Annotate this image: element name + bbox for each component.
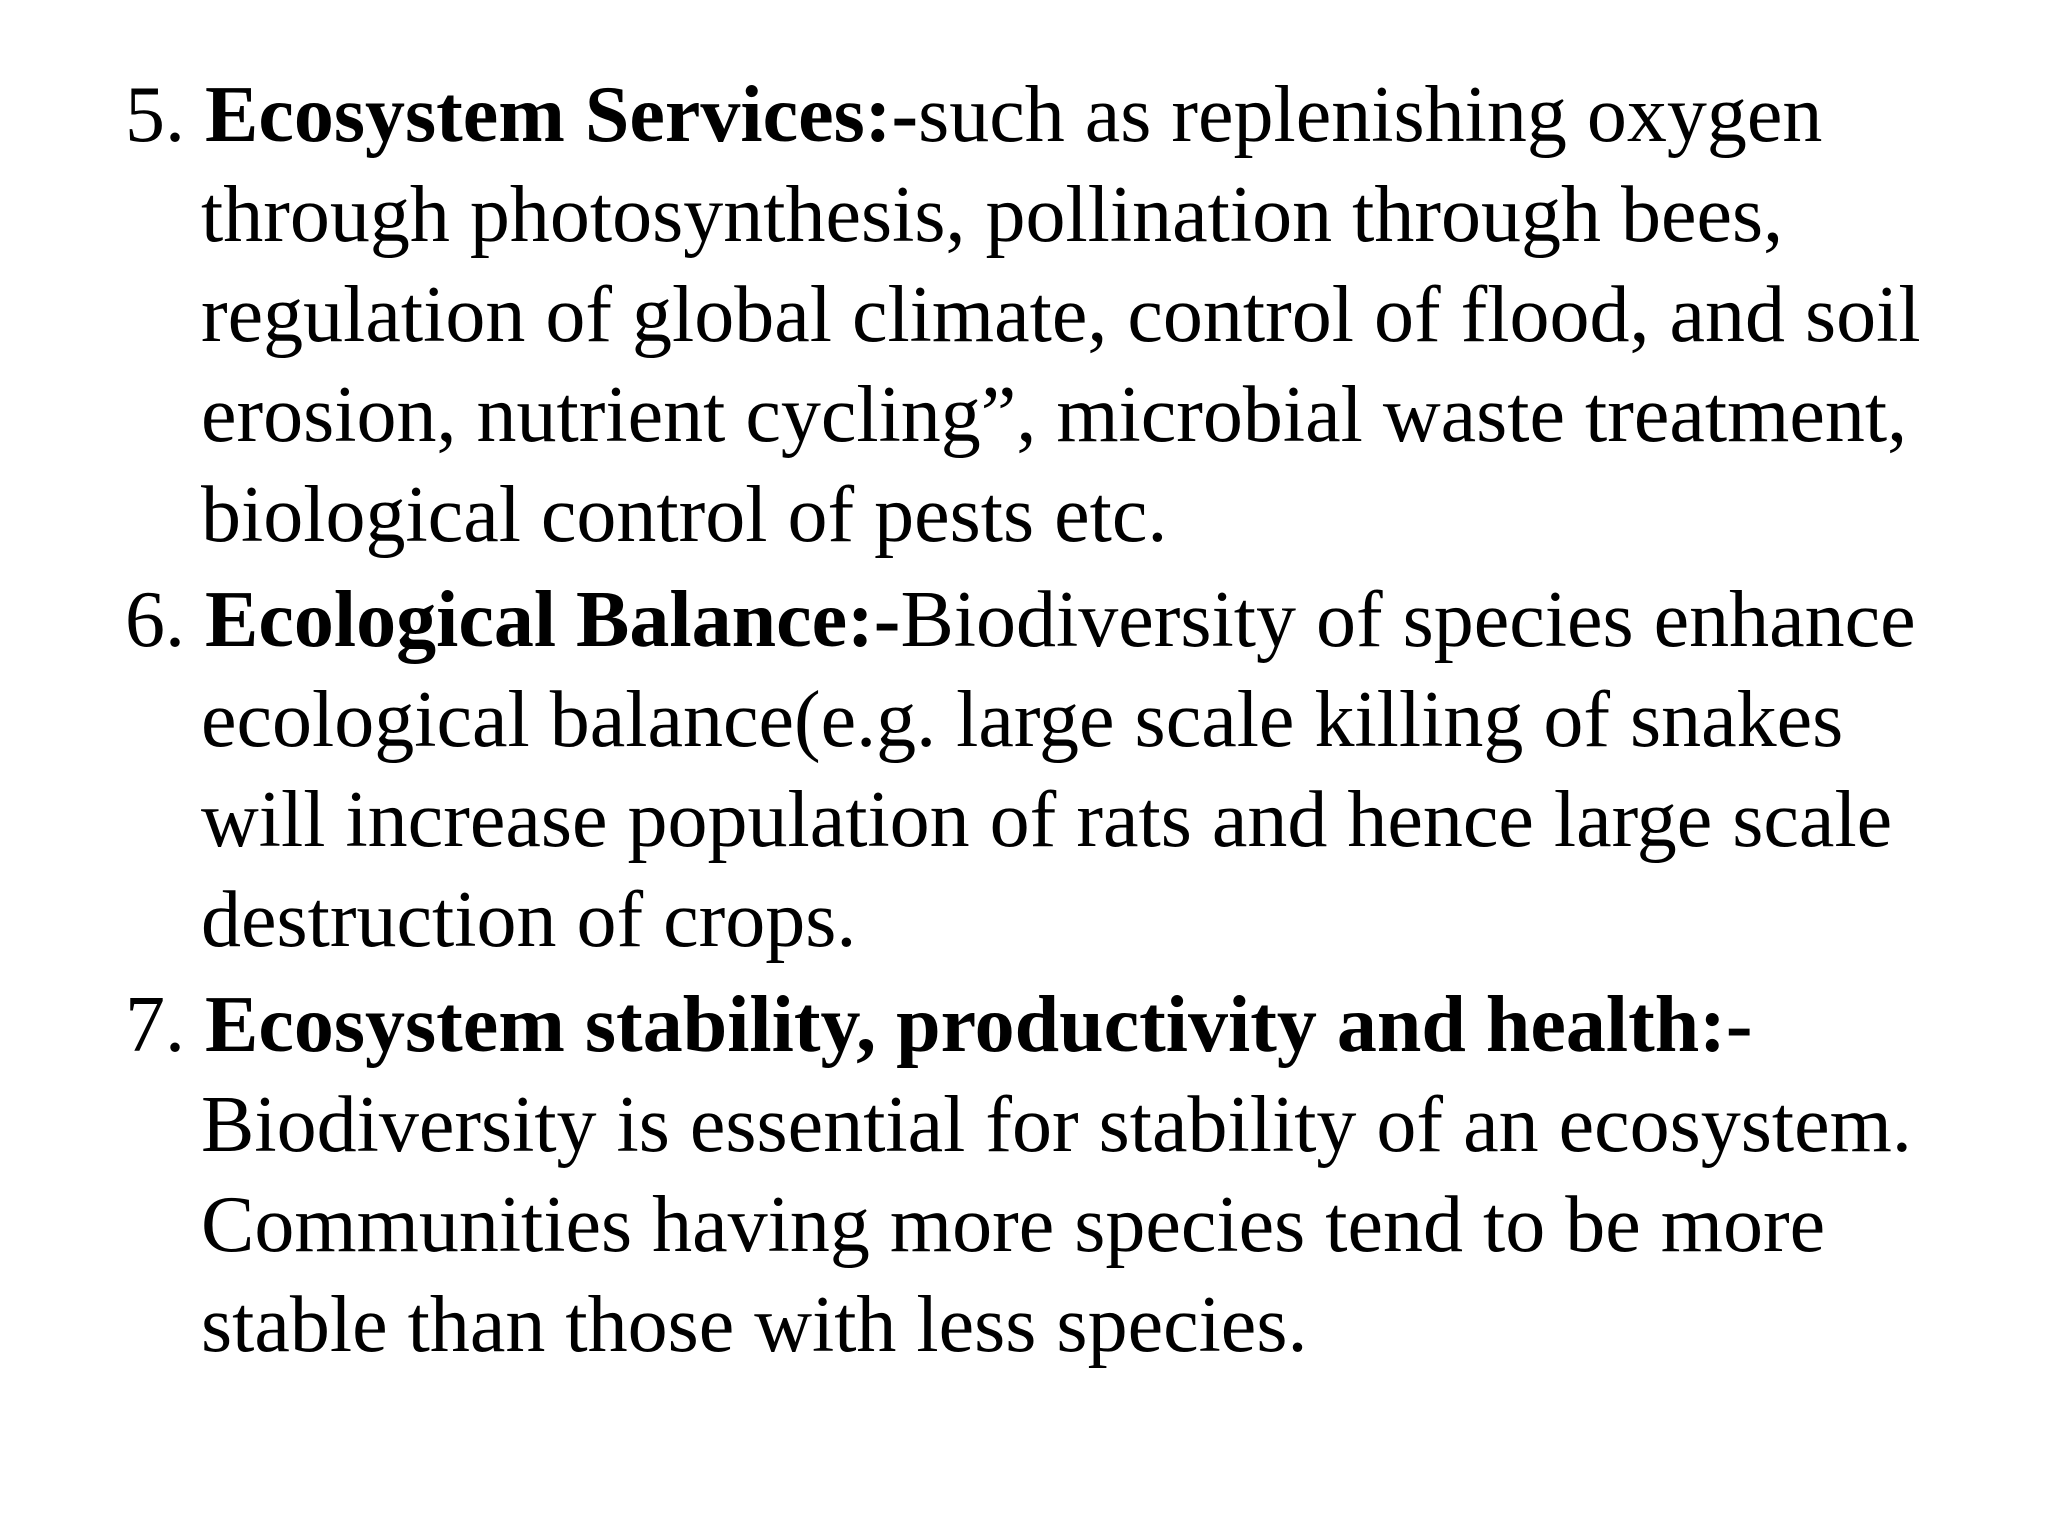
item-first-line [125,570,1985,670]
item-text-line: will increase population of rats and hence large scale [201,776,1893,864]
item-text-line: through photosynthesis, pollination through bees, [201,171,1784,259]
item-text-line: regulation of global climate, control of flood, and soil [201,271,1921,359]
item-heading: Ecosystem stability, productivity and health:- [205,981,1753,1069]
item-number: 5. [125,71,185,159]
item-number: 7. [125,981,185,1069]
item-text-line: Communities having more species tend to be more [201,1181,1826,1269]
item-text-line: ecological balance(e.g. large scale killing of snakes [201,676,1844,764]
item-first-line [125,975,1985,1075]
item-text-line: destruction of crops. [201,876,857,964]
list-item-ecosystem-stability [125,975,1985,1375]
item-heading: Ecological Balance:- [205,576,901,664]
item-text-line: erosion, nutrient cycling”, microbial waste treatment, [201,371,1908,459]
item-number: 6. [125,576,185,664]
item-text: Biodiversity of species enhance [900,576,1916,664]
item-text-line: Biodiversity is essential for stability of an ecosystem. [201,1081,1912,1169]
item-heading: Ecosystem Services:- [205,71,919,159]
item-text-line: biological control of pests etc. [201,471,1168,559]
item-first-line [125,65,1985,165]
list-item-ecosystem-services [125,65,1985,565]
list-item-ecological-balance [125,570,1985,970]
item-text: such as replenishing oxygen [918,71,1823,159]
item-text-line: stable than those with less species. [201,1281,1308,1369]
